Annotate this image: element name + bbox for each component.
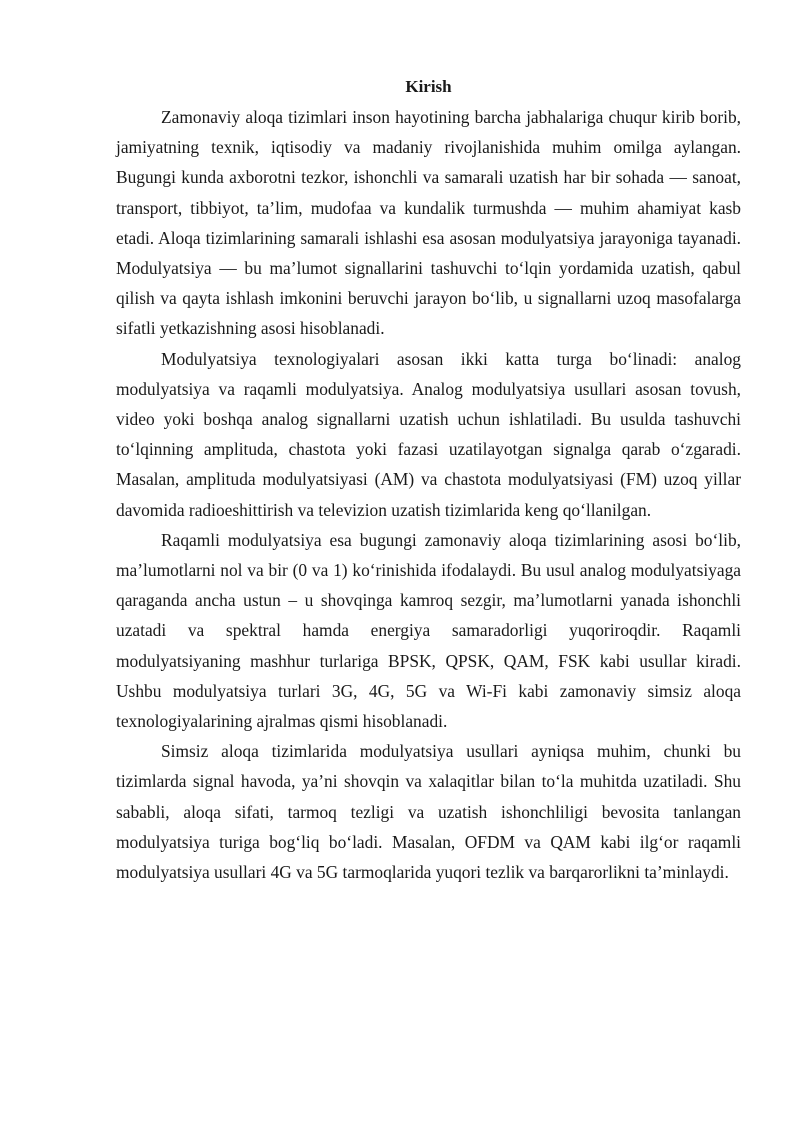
page-title: Kirish [405,77,452,96]
paragraph-wireless-systems: Simsiz aloqa tizimlarida modulyatsiya usullari ayniqsa muhim, chunki bu tizimlarda signal havoda, ya’ni shovqin va xalaqitlar bilan to‘la muhitda uzatiladi. Shu sababli, aloqa sifati, tarmoq tezligi va uzatish ishonchliligi bevosita tanlangan modulyatsiya turiga bog‘liq bo‘ladi. Masalan, OFDM va QAM kabi ilg‘or raqamli modulyatsiya usullari 4G va 5G tarmoqlarida yuqori tezlik va barqarorlikni ta’minlaydi. [116,741,741,883]
paragraph-modulation-types: Modulyatsiya texnologiyalari asosan ikki katta turga bo‘linadi: analog modulyatsiya va raqamli modulyatsiya. Analog modulyatsiya usullari asosan tovush, video yoki boshqa analog signallarni uzatish uchun ishlatiladi. Bu usulda tashuvchi to‘lqinning amplituda, chastota yoki fazasi uzatilayotgan signalga qarab o‘zgaradi. Masalan, amplituda modulyatsiyasi (AM) va chastota modulyatsiyasi (FM) uzoq yillar davomida radioeshittirish va televizion uzatish tizimlarida keng qo‘llanilgan. [116,348,741,520]
document-page [116,72,741,887]
paragraph-intro: Zamonaviy aloqa tizimlari inson hayotining barcha jabhalariga chuqur kirib borib, jamiyatning texnik, iqtisodiy va madaniy rivojlanishida muhim omilga aylangan. Bugungi kunda axborotni tezkor, ishonchli va samarali uzatish har bir sohada — sanoat, transport, tibbiyot, ta’lim, mudofaa va kundalik turmushda — muhim ahamiyat kasb etadi. Aloqa tizimlarining samarali ishlashi esa asosan modulyatsiya jarayoniga tayanadi. Modulyatsiya — bu ma’lumot signallarini tashuvchi to‘lqin yordamida uzatish, qabul qilish va qayta ishlash imkonini beruvchi jarayon bo‘lib, u signallarni uzoq masofalarga sifatli yetkazishning asosi hisoblanadi. [116,107,741,339]
paragraph-digital-modulation: Raqamli modulyatsiya esa bugungi zamonaviy aloqa tizimlarining asosi bo‘lib, ma’lumotlarni nol va bir (0 va 1) ko‘rinishida ifodalaydi. Bu usul analog modulyatsiyaga qaraganda ancha ustun – u shovqinga kamroq sezgir, ma’lumotlarni yanada ishonchli uzatadi va spektral hamda energiya samaradorligi yuqoriroqdir. Raqamli modulyatsiyaning mashhur turlariga BPSK, QPSK, QAM, FSK kabi usullar kiradi. Ushbu modulyatsiya turlari 3G, 4G, 5G va Wi-Fi kabi zamonaviy simsiz aloqa texnologiyalarining ajralmas qismi hisoblanadi. [116,529,741,732]
